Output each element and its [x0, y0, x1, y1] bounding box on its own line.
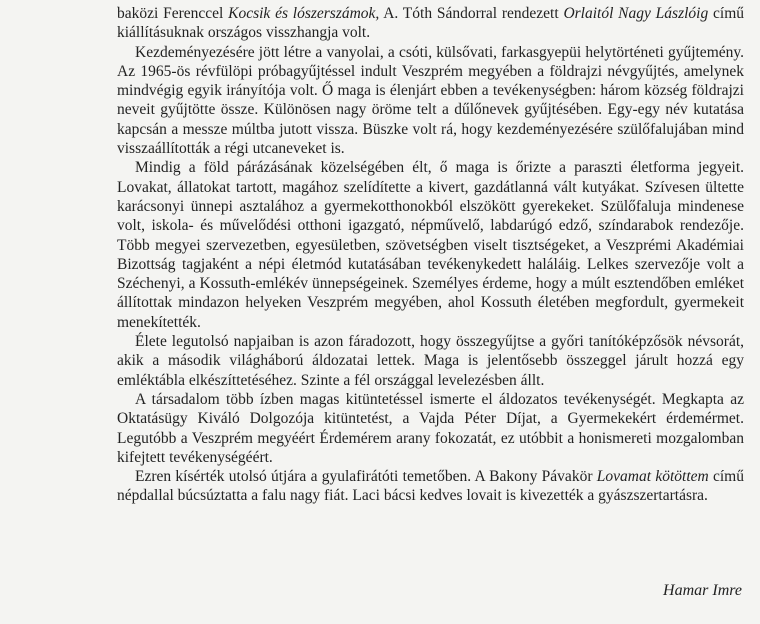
italic-title: Orlaitól Nagy Lászlóig [563, 5, 709, 22]
text-run: című népdallal búcsúztatta a falu nagy fiát. Laci bácsi kedves lovait is kivezették a gyászszertartásra. [117, 468, 744, 505]
paragraph-0 [117, 4, 744, 43]
text-run: A. Tóth Sándorral rendezett [379, 5, 564, 22]
paragraph-3 [117, 332, 744, 390]
text-run: baközi Ferenccel [117, 5, 229, 22]
paragraph-5 [117, 467, 744, 506]
paragraph-1 [117, 43, 744, 159]
text-run: című kiállításuknak országos visszhangja volt. [117, 5, 745, 42]
italic-title: Lovamat kötöttem [596, 468, 709, 486]
text-run: Kezdeményezésére jött létre a vanyolai, a csóti, külsővati, farkasgyepüi helytörténeti gyűjtemény. Az 1965-ös révfülöpi próbagyűjtéssel indult Veszprém megyében a földrajzi névgyűjtés, amelynek mindvégig egyik irányítója volt. Ő maga is élenjárt ebben a tevékenységben: három község földrajzi neveit gyűjtötte össze. Különösen nagy öröme telt a dűlőnevek gyűjtésében. Egy-egy név kutatása kapcsán a messze múltba jutott vissza. Büszke volt rá, hogy kezdeményezésére szülőfalujában mind visszaállították a régi utcaneveket is. [117, 43, 744, 158]
italic-title: Kocsik és lószerszámok, [228, 5, 380, 22]
text-run: A társadalom több ízben magas kitüntetéssel ismerte el áldozatos tevékenységét. Megkapta az Oktatásügy Kiváló Dolgozója kitüntetést, a Vajda Péter Díjat, a Gyermekekért érdemérmet. Legutóbb a Veszprém megyéért Érdemérem arany fokozatát, ez utóbbit a honismereti mozgalomban kifejtett tevékenységéért. [117, 390, 744, 466]
text-run: Ezren kísérték utolsó útjára a gyulafirátóti temetőben. A Bakony Pávakör [135, 468, 597, 486]
text-run: Élete legutolsó napjaiban is azon fáradozott, hogy összegyűjtse a győri tanítóképzősök névsorát, akik a második világháború áldozatai lettek. Maga is jelentősebb összeggel járult hozzá egy emléktábla elkészíttetéséhez. Szinte a fél országgal levelezésben állt. [117, 333, 744, 389]
author-signature: Hamar Imre [663, 582, 742, 599]
paragraph-2 [117, 158, 744, 332]
text-run: Mindig a föld párázásának közelségében élt, ő maga is őrizte a paraszti életforma jegyeit. Lovakat, állatokat tartott, magához szelídítette a kivert, gazdátlanná vált kutyákat. Szívesen ültette karácsonyi ünnepi asztalához a gyermekotthonokból elszökött gyerekeket. Szülőfaluja mindenese volt, iskola- és művelődési otthoni igazgató, népművelő, labdarúgó edző, színdarabok rendezője. Több megyei szervezetben, egyesületben, szövetségben viselt tisztségeket, a Veszprémi Akadémiai Bizottság tagjaként a népi életmód kutatásában tevékenykedett haláláig. Lelkes szervezője volt a Széchenyi, a Kossuth-emlékév ünnepségeinek. Személyes érdeme, hogy a múlt esztendőben emléket állítottak mindazon helyeken Veszprém megyében, ahol Kossuth életében megfordult, gyermekeit menekítették. [117, 159, 744, 331]
paragraph-4 [117, 390, 744, 467]
article-body [117, 4, 744, 506]
